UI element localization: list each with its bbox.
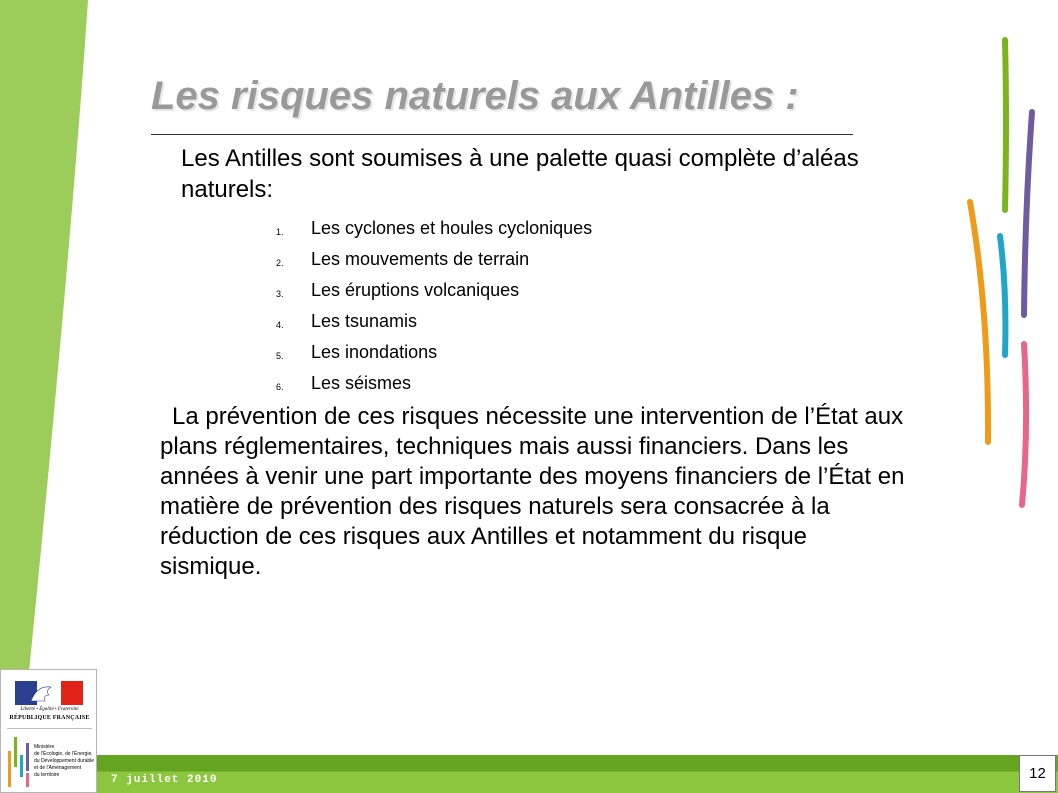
- list-item: [276, 275, 592, 306]
- list-item-label: Les tsunamis: [311, 311, 418, 331]
- marianne-flag-icon: [15, 681, 83, 705]
- ministry-line: du territoire: [34, 772, 60, 778]
- list-item-label: Les inondations: [311, 342, 438, 362]
- prevention-paragraph: La prévention de ces risques nécessite une intervention de l’État aux plans réglementaires, techniques mais aussi financiers. Dans les années à venir une part importante des moyens financiers de l’État en matière de prévention des risques naturels sera consacrée à la réduction de ces risques aux Antilles et notamment du risque sismique.: [160, 403, 905, 580]
- ministry-line: Ministère: [34, 744, 55, 750]
- list-item-number: 6.: [276, 381, 284, 392]
- footer-band: [97, 755, 1058, 793]
- page-number: 12: [1019, 755, 1056, 792]
- list-item: [276, 213, 592, 244]
- logo-divider: [7, 728, 92, 729]
- ministry-name: [34, 744, 98, 779]
- ministry-colored-bars-icon: [7, 733, 33, 789]
- left-green-curve: [0, 0, 100, 760]
- list-item-label: Les cyclones et houles cycloniques: [311, 218, 593, 238]
- ministry-logo: [0, 669, 97, 793]
- title-underline: [151, 134, 853, 135]
- list-item: [276, 368, 592, 399]
- list-item-number: 1.: [276, 226, 284, 237]
- list-item-number: 5.: [276, 350, 284, 361]
- decorative-stripes: [955, 30, 1045, 520]
- footer-date: 7 juillet 2010: [111, 774, 218, 786]
- ministry-line: du Développement durable: [34, 758, 95, 764]
- list-item-number: 4.: [276, 319, 284, 330]
- intro-text: Les Antilles sont soumises à une palette quasi complète d’aléas naturels:: [181, 145, 859, 203]
- list-item-number: 3.: [276, 288, 284, 299]
- list-item-number: 2.: [276, 257, 284, 268]
- list-item-label: Les séismes: [311, 373, 412, 393]
- republic-motto: Liberté • Égalité • Fraternité: [20, 707, 79, 712]
- list-item: [276, 244, 592, 275]
- republique-francaise-label: RÉPUBLIQUE FRANÇAISE: [9, 715, 90, 721]
- list-item-label: Les mouvements de terrain: [311, 249, 530, 269]
- ministry-line: de l'Écologie, de l'Énergie,: [34, 751, 93, 757]
- list-item: [276, 306, 592, 337]
- risk-list: [276, 213, 592, 399]
- slide-title: Les risques naturels aux Antilles :: [151, 74, 799, 118]
- list-item-label: Les éruptions volcaniques: [311, 280, 520, 300]
- ministry-line: et de l'Aménagement: [34, 765, 82, 771]
- list-item: [276, 337, 592, 368]
